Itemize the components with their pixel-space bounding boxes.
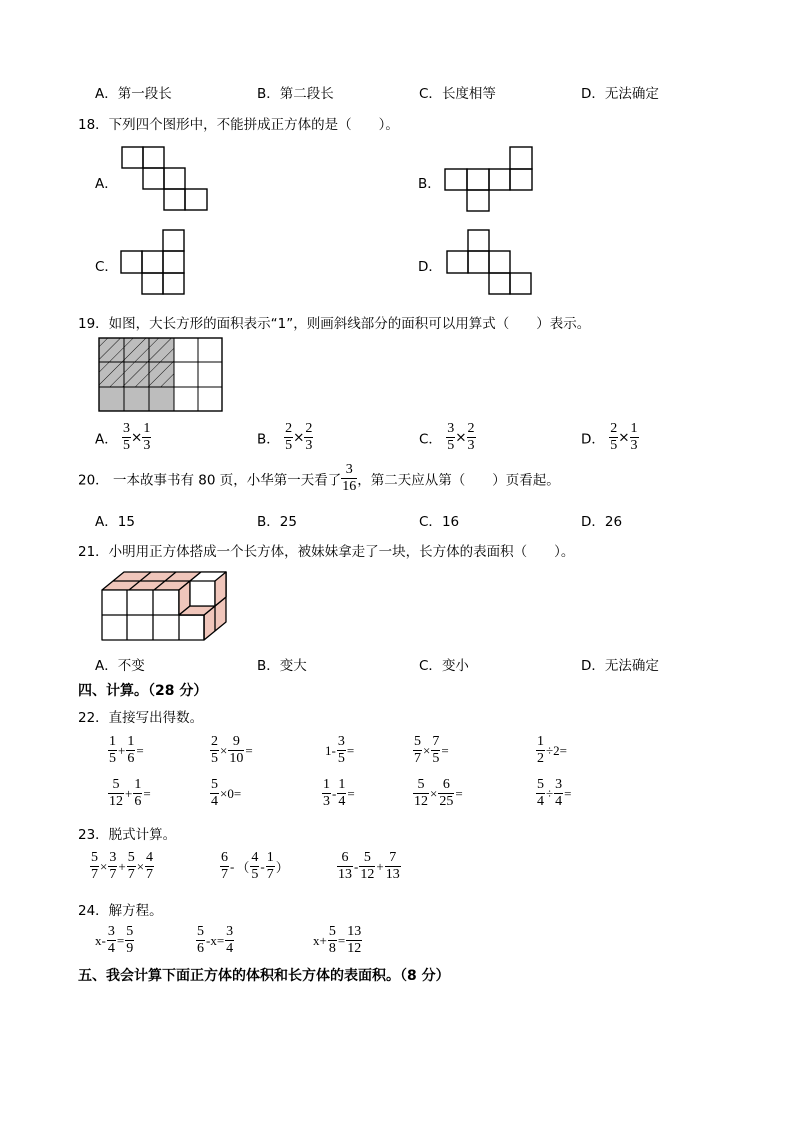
q20-option-a: A．15	[95, 514, 135, 530]
q24-eq-3: x+ $\frac{5}{8}$ = $\frac{13}{12}$	[313, 924, 362, 956]
q22-item-4: $\frac{5}{7}$ × $\frac{7}{5}$ =	[414, 734, 449, 766]
q20-option-b: B．25	[257, 514, 297, 530]
q21-option-d: D．无法确定	[581, 658, 659, 674]
q23-stem: 23．脱式计算。	[78, 827, 177, 843]
q17-option-d: D．无法确定	[581, 86, 659, 102]
q22-item-9: $\frac{5}{12}$ × $\frac{6}{25}$ =	[414, 777, 463, 809]
q21-option-a: A．不变	[95, 658, 145, 674]
q22-item-7: $\frac{5}{4}$ ×0=	[211, 777, 242, 809]
section-5-title: 五、我会计算下面正方体的体积和长方体的表面积。（8 分）	[78, 968, 450, 984]
q22-item-10: $\frac{5}{4}$ ÷ $\frac{3}{4}$ =	[537, 777, 572, 809]
q22-item-3: 1- $\frac{3}{5}$ =	[325, 734, 355, 766]
q17-option-c: C．长度相等	[419, 86, 496, 102]
q22-item-5: $\frac{1}{2}$ ÷2=	[537, 734, 567, 766]
q23-expr-1: $\frac{5}{7}$ × $\frac{3}{7}$ + $\frac{5}{7}$ × $\frac{4}{7}$	[91, 850, 154, 882]
q21-option-c: C．变小	[419, 658, 469, 674]
q18-label-c: C．	[95, 259, 118, 275]
q23-expr-2: $\frac{6}{7}$ - （ $\frac{4}{5}$ - $\frac{1}{7}$ ）	[221, 850, 289, 882]
q24-stem: 24．解方程。	[78, 903, 163, 919]
section-4-title: 四、计算。（28 分）	[78, 683, 208, 699]
q17-option-a: A．第一段长	[95, 86, 172, 102]
q21-stem: 21．小明用正方体搭成一个长方体，被妹妹拿走了一块，长方体的表面积（ ）。	[78, 544, 575, 560]
q23-expr-3: $\frac{6}{13}$ - $\frac{5}{12}$ + $\frac{7}{13}$	[338, 850, 400, 882]
q20-option-d: D．26	[581, 514, 623, 530]
q24-eq-2: $\frac{5}{6}$ -x= $\frac{3}{4}$	[197, 924, 234, 956]
q19-option-b: B． $\frac{2}{5}$ × $\frac{2}{3}$	[257, 421, 313, 453]
q22-item-6: $\frac{5}{12}$ + $\frac{1}{6}$ =	[109, 777, 151, 809]
q18-stem: 18．下列四个图形中，不能拼成正方体的是（ ）。	[78, 117, 399, 133]
q19-option-a: A． $\frac{3}{5}$ × $\frac{1}{3}$	[95, 421, 151, 453]
q22-item-2: $\frac{2}{5}$ × $\frac{9}{10}$ =	[211, 734, 253, 766]
q22-item-1: $\frac{1}{5}$ + $\frac{1}{6}$ =	[109, 734, 144, 766]
q17-option-b: B．第二段长	[257, 86, 334, 102]
q22-item-8: $\frac{1}{3}$ - $\frac{1}{4}$ =	[323, 777, 355, 809]
q19-stem: 19．如图，大长方形的面积表示“1”，则画斜线部分的面积可以用算式（ ）表示。	[78, 316, 591, 332]
q20-option-c: C．16	[419, 514, 460, 530]
q20-stem: 20． 一本故事书有 80 页，小华第一天看了 $\frac{3}{16}$ ，第二天应从第（ ）页看起。	[78, 462, 560, 494]
q24-eq-1: x- $\frac{3}{4}$ = $\frac{5}{9}$	[95, 924, 134, 956]
q22-stem: 22．直接写出得数。	[78, 710, 204, 726]
q19-option-c: C． $\frac{3}{5}$ × $\frac{2}{3}$	[419, 421, 475, 453]
q18-label-d: D．	[418, 259, 442, 275]
q18-label-a: A．	[95, 176, 118, 192]
q19-option-d: D． $\frac{2}{5}$ × $\frac{1}{3}$	[581, 421, 638, 453]
q18-label-b: B．	[418, 176, 441, 192]
q21-option-b: B．变大	[257, 658, 307, 674]
